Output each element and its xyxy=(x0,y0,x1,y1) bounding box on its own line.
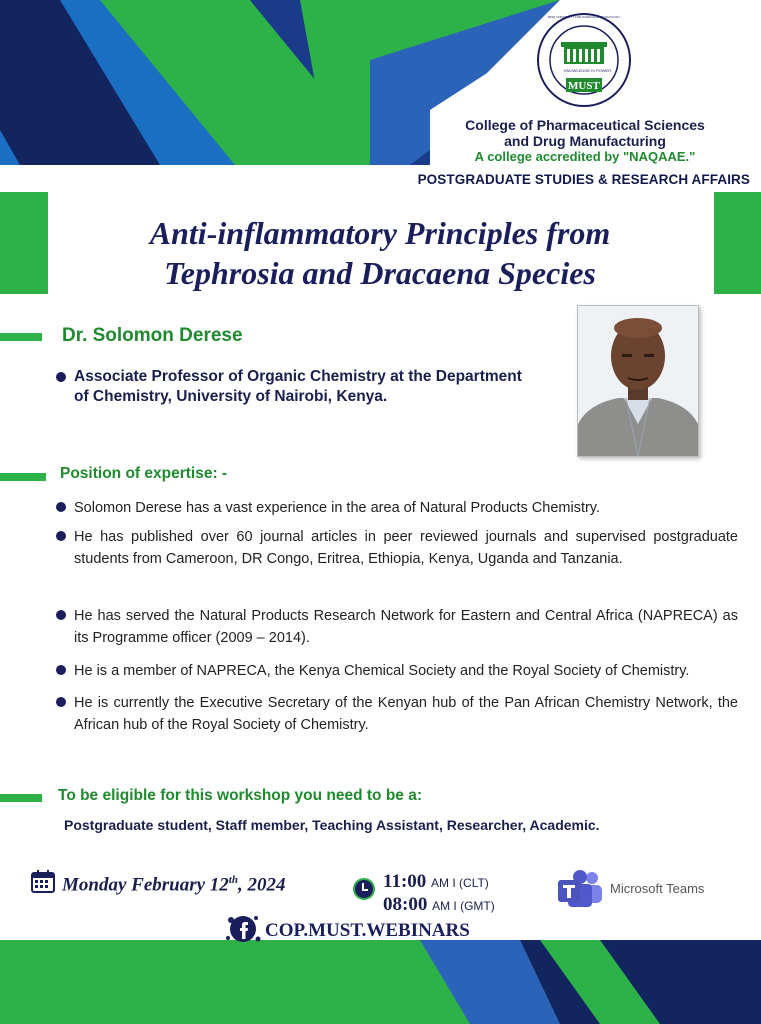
expertise-item xyxy=(56,497,738,519)
right-side-bar xyxy=(714,192,761,294)
expertise-item xyxy=(56,605,738,649)
expertise-item xyxy=(56,692,738,736)
expertise-item-text: Solomon Derese has a vast experience in the area of Natural Products Chemistry. xyxy=(74,500,601,516)
time-clt-zone: AM I (CLT) xyxy=(431,876,489,890)
bullet-icon xyxy=(56,372,66,382)
expertise-item-text: He has published over 60 journal articles in peer reviewed journals and supervised postgraduate students from Cameroon, DR Congo, Eritrea, Ethiopia, Kenya, Uganda and Tanzania. xyxy=(74,529,738,567)
accreditation: A college accredited by "NAQAAE." xyxy=(474,149,696,164)
bullet-icon xyxy=(56,502,66,512)
event-date xyxy=(62,874,285,896)
time-clt-value: 11:00 xyxy=(383,871,427,892)
college-line-2: and Drug Manufacturing xyxy=(504,133,666,149)
expertise-item-text: He is a member of NAPRECA, the Kenya Chemical Society and the Royal Society of Chemistry. xyxy=(74,663,690,679)
logo-motto: KNOWLEDGE IS POWER xyxy=(564,68,612,73)
title-line-2: Tephrosia and Dracaena Species xyxy=(164,255,596,291)
page-title xyxy=(60,213,700,293)
clock-icon xyxy=(353,878,375,900)
title-line-1: Anti-inflammatory Principles from xyxy=(149,215,611,251)
left-side-bar xyxy=(0,192,48,294)
department: POSTGRADUATE STUDIES & RESEARCH AFFAIRS xyxy=(417,172,750,187)
date-year: , 2024 xyxy=(237,874,286,896)
expertise-item-text: He is currently the Executive Secretary of the Kenyan hub of the Pan African Chemistry Network, the African hub of the Royal Society of Chemistry. xyxy=(74,695,738,733)
speaker-role-line-1: Associate Professor of Organic Chemistry at the Department xyxy=(74,368,522,385)
date-suffix-sup: th xyxy=(228,874,238,886)
facebook-page-link[interactable]: COP.MUST.WEBINARS xyxy=(265,920,470,941)
eligibility-audience: Postgraduate student, Staff member, Teaching Assistant, Researcher, Academic. xyxy=(64,817,600,833)
expertise-item xyxy=(56,526,738,570)
bullet-icon xyxy=(56,531,66,541)
speaker-accent-bar xyxy=(0,333,42,341)
expertise-accent-bar xyxy=(0,473,46,481)
bullet-icon xyxy=(56,697,66,707)
logo-ring-text: MISR UNIVERSITY FOR SCIENCE & TECHNOLOGY xyxy=(547,15,621,19)
must-logo xyxy=(536,12,632,108)
date-main: Monday February 12 xyxy=(62,874,229,896)
speaker-photo xyxy=(577,305,699,457)
college-line-1: College of Pharmaceutical Sciences xyxy=(465,117,705,133)
footer-graphic xyxy=(0,940,761,1024)
eligibility-heading: To be eligible for this workshop you need to be a: xyxy=(58,787,422,804)
bullet-icon xyxy=(56,665,66,675)
logo-text: MUST xyxy=(568,80,600,92)
time-clt xyxy=(383,871,489,893)
time-gmt-zone: AM I (GMT) xyxy=(432,899,495,913)
microsoft-teams-icon xyxy=(556,869,604,909)
expertise-item xyxy=(56,660,738,682)
speaker-role xyxy=(56,367,556,407)
college-name xyxy=(420,117,750,165)
facebook-icon xyxy=(223,912,263,946)
time-gmt xyxy=(383,894,495,916)
platform-label: Microsoft Teams xyxy=(610,881,705,896)
speaker-role-line-2: of Chemistry, University of Nairobi, Kenya. xyxy=(74,388,388,405)
calendar-icon xyxy=(31,869,55,893)
eligibility-accent-bar xyxy=(0,794,42,802)
expertise-item-text: He has served the Natural Products Research Network for Eastern and Central Africa (NAPRECA) as its Programme officer (2009 – 2014). xyxy=(74,608,738,646)
bullet-icon xyxy=(56,610,66,620)
expertise-heading: Position of expertise: - xyxy=(60,465,228,482)
time-gmt-value: 08:00 xyxy=(383,894,428,915)
speaker-name: Dr. Solomon Derese xyxy=(62,325,243,346)
